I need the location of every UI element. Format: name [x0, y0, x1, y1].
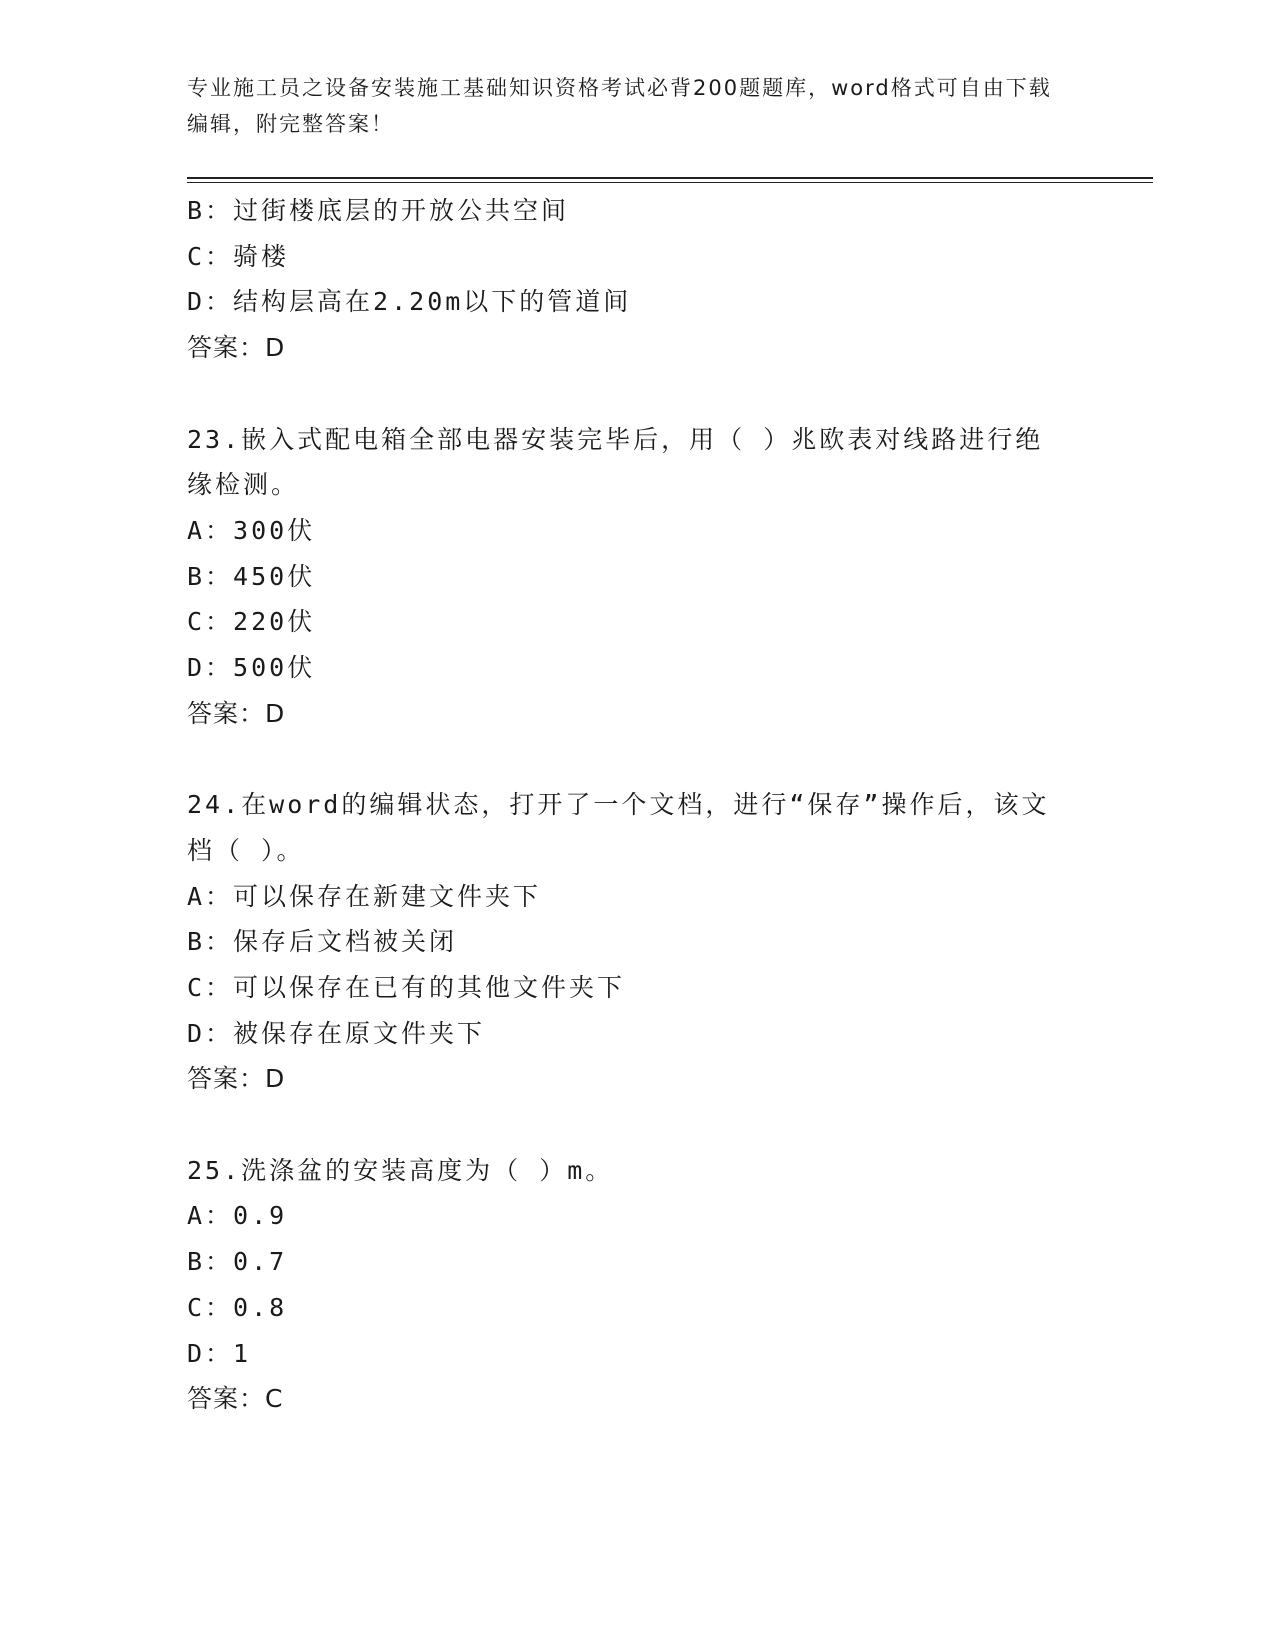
- question-25-option-c: C：0.8: [187, 1292, 288, 1322]
- question-24-answer: 答案：D: [187, 1064, 286, 1094]
- question-23-answer: 答案：D: [187, 698, 286, 728]
- document-header: 专业施工员之设备安装施工基础知识资格考试必背200题题库，word格式可自由下载编辑，附完整答案！: [187, 76, 1052, 136]
- question-25-option-d: D：1: [187, 1338, 252, 1368]
- question-25-text: 25.洗涤盆的安装高度为（ ）m。: [187, 1155, 614, 1185]
- spacer: [187, 1102, 1087, 1148]
- question-25-option-b: B：0.7: [187, 1247, 288, 1277]
- question-25-answer: 答案：C: [187, 1384, 284, 1414]
- prev-option-d: D：结构层高在2.20m以下的管道间: [187, 287, 632, 317]
- question-24-option-d: D：被保存在原文件夹下: [187, 1018, 486, 1048]
- question-24-option-a: A：可以保存在新建文件夹下: [187, 881, 542, 911]
- spacer: [187, 371, 1087, 417]
- header-rule-thick: [187, 177, 1153, 179]
- question-24-text: 24.在word的编辑状态，打开了一个文档，进行“保存”操作后，该文档（ ）。: [187, 790, 1050, 865]
- question-23-option-c: C：220伏: [187, 607, 316, 637]
- spacer: [187, 736, 1087, 782]
- question-23-option-b: B：450伏: [187, 561, 316, 591]
- question-25-option-a: A：0.9: [187, 1201, 288, 1231]
- prev-option-b: B：过街楼底层的开放公共空间: [187, 196, 570, 225]
- header-rule-thin: [187, 182, 1153, 183]
- question-24-option-b: B：保存后文档被关闭: [187, 927, 458, 957]
- question-23-option-d: D：500伏: [187, 653, 316, 683]
- question-content: [187, 188, 1087, 1422]
- question-23-option-a: A：300伏: [187, 515, 316, 545]
- question-23-text: 23.嵌入式配电箱全部电器安装完毕后，用（ ）兆欧表对线路进行绝缘检测。: [187, 424, 1044, 500]
- prev-option-c: C：骑楼: [187, 241, 290, 271]
- prev-answer: 答案：D: [187, 333, 286, 363]
- question-24-option-c: C：可以保存在已有的其他文件夹下: [187, 972, 626, 1002]
